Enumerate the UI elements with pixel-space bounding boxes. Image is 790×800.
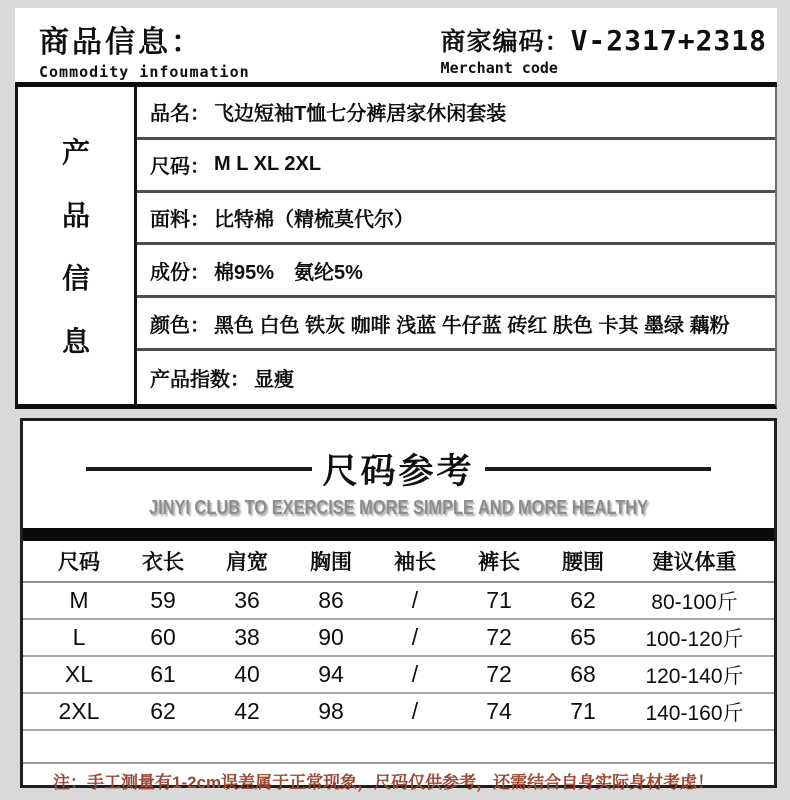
cell: 72 [486,624,512,650]
cell: 90 [318,624,344,650]
side-label-char: 息 [61,326,90,357]
cell: L [72,624,86,650]
size-row-xl [23,657,774,694]
row-value: M L XL 2XL [214,153,322,176]
cell: 71 [570,698,596,724]
measurement-note-row [23,764,774,796]
size-row-2xl [23,694,774,731]
cell: 2XL [58,698,100,724]
cell: 65 [570,624,596,650]
row-label: 成份： [150,261,210,284]
col-header-sleeve: 袖长 [394,551,436,574]
cell: 86 [318,587,344,613]
side-label-char: 品 [61,200,90,231]
cell: / [411,661,419,687]
product-row-colors [137,298,775,351]
title-rule-left [86,467,312,471]
col-header-bust: 胸围 [310,551,352,574]
cell: 42 [234,698,260,724]
title-rule-right [485,467,711,471]
product-info-table [15,87,777,409]
cell-weight: 80-100斤 [651,590,738,614]
commodity-title-en: Commodity infoumation [39,63,250,81]
product-info-rows [137,87,775,404]
row-value: 显瘦 [254,369,294,392]
cell: 62 [570,587,596,613]
row-label: 产品指数： [150,369,250,392]
product-row-size [137,140,775,193]
row-value: 棉95% 氨纶5% [214,261,363,284]
col-header-length: 衣长 [142,551,184,574]
product-row-name [137,87,775,140]
col-header-size: 尺码 [58,551,100,574]
col-header-pants: 裤长 [478,551,520,574]
product-info-side-label [18,87,137,404]
cell: 60 [150,624,176,650]
product-row-composition [137,245,775,298]
size-table-header [23,541,774,583]
col-header-weight: 建议体重 [652,551,737,574]
size-chart-subtitle: JINYI CLUB TO EXERCISE MORE SIMPLE AND MORE HEALTHY [148,497,649,519]
commodity-header [15,8,777,87]
cell: 72 [486,661,512,687]
col-header-shoulder: 肩宽 [226,551,268,574]
cell-weight: 140-160斤 [645,701,744,725]
size-chart-title-row [23,421,774,494]
measurement-note: 注：手工测量有1-2cm误差属于正常现象，尺码仅供参考，还需结合自身实际身材考虑！ [53,772,715,792]
cell: M [69,587,89,613]
cell: 38 [234,624,260,650]
cell-weight: 100-120斤 [645,627,744,651]
cell: 94 [318,661,344,687]
commodity-title-cn: 商品信息： [39,26,204,59]
size-chart-title: 尺码参考 [322,452,475,491]
size-row-l [23,620,774,657]
cell: 68 [570,661,596,687]
side-label-char: 信 [61,263,90,294]
cell: 71 [486,587,512,613]
cell-weight: 120-140斤 [645,664,744,688]
black-separator-bar [23,528,774,541]
commodity-heading-block [15,8,250,82]
merchant-code-label-cn: 商家编码： [440,28,571,56]
size-row-m [23,583,774,620]
product-row-fabric [137,193,775,246]
cell: / [411,624,419,650]
merchant-code-line [441,22,767,58]
cell: / [411,698,419,724]
cell: XL [64,661,94,687]
product-row-index [137,351,775,404]
cell: 36 [234,587,260,613]
size-table-empty-row [23,731,774,764]
row-value: 飞边短袖T恤七分裤居家休闲套装 [214,103,507,126]
cell: 40 [234,661,260,687]
cell: 61 [150,661,176,687]
row-value: 比特棉（精梳莫代尔） [214,209,414,232]
row-label: 面料： [150,209,210,232]
size-chart-section [20,418,777,792]
merchant-code-block [441,8,777,82]
merchant-code-value: V-2317+2318 [570,24,767,57]
cell: 59 [150,587,176,613]
cell: 98 [318,698,344,724]
row-value: 黑色 白色 铁灰 咖啡 浅蓝 牛仔蓝 砖红 肤色 卡其 墨绿 藕粉 [214,314,730,337]
merchant-code-label-en: Merchant code [440,59,558,77]
col-header-waist: 腰围 [562,551,604,574]
cell: 62 [150,698,176,724]
cell: / [411,587,419,613]
row-label: 颜色： [150,314,210,337]
cell: 74 [486,698,512,724]
side-label-char: 产 [61,137,90,168]
row-label: 品名： [150,103,210,126]
row-label: 尺码： [150,156,210,179]
